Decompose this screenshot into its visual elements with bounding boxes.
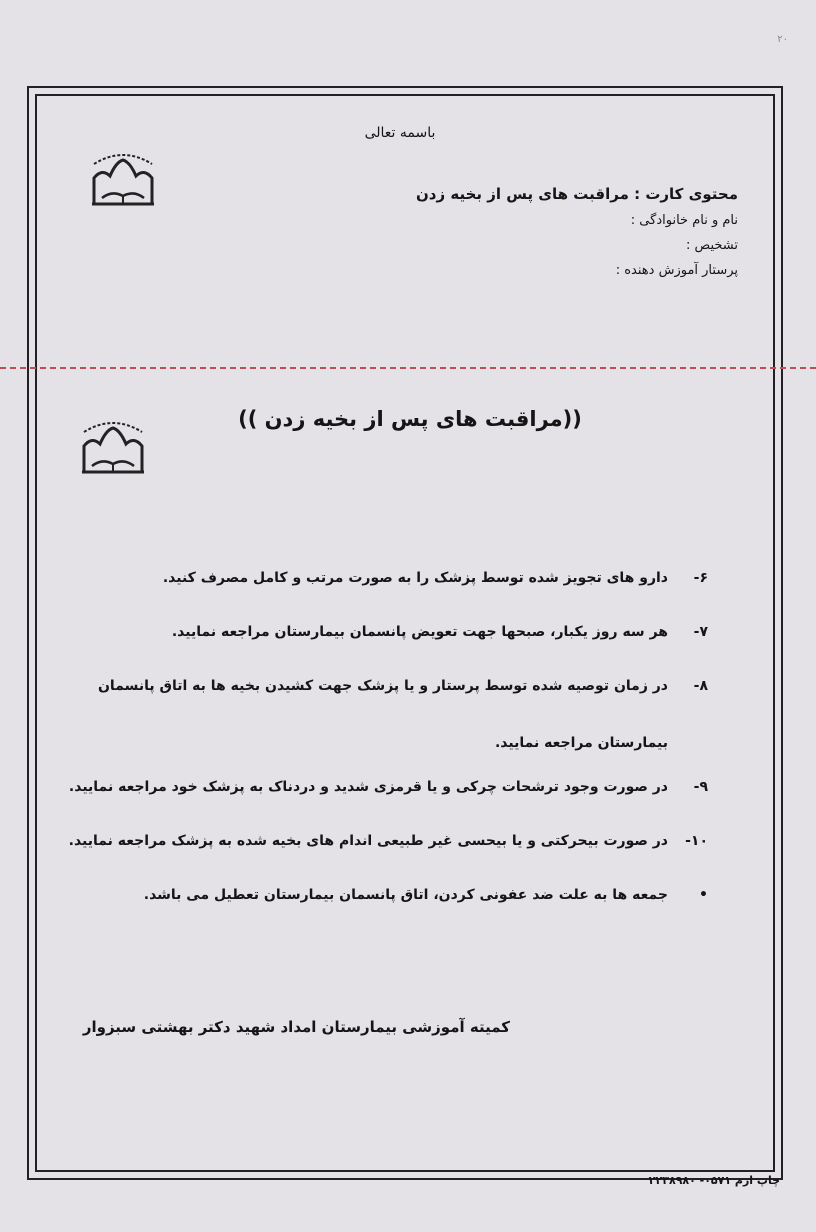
- list-item: [68, 619, 708, 645]
- basmala-heading: باسمه تعالی: [364, 125, 436, 141]
- list-item: [68, 774, 708, 800]
- item-number: ۱۰-: [685, 833, 708, 849]
- patient-name-field: نام و نام خانوادگی :: [630, 213, 738, 228]
- corner-mark: ۲۰: [777, 34, 788, 45]
- item-number: ۶-: [693, 570, 708, 586]
- main-title: ((مراقبت های پس از بخیه زدن )): [238, 407, 582, 431]
- item-number: ۸-: [693, 678, 708, 694]
- list-item: [68, 828, 708, 854]
- header-info-block: [238, 185, 738, 288]
- cut-line: [0, 367, 816, 369]
- item-text: در صورت وجود ترشحات چرکی و یا قرمزی شدید و دردناک به پزشک خود مراجعه نمایید.: [68, 779, 668, 795]
- item-text: در زمان توصیه شده توسط پرستار و یا پزشک جهت کشیدن بخیه ها به اتاق پانسمان بیمارستان مراجعه نمایید.: [97, 678, 668, 751]
- list-item: [68, 565, 708, 591]
- diagnosis-field: تشخیص :: [686, 238, 738, 253]
- card-content-line: محتوی کارت : مراقبت های پس از بخیه زدن: [416, 185, 738, 203]
- list-item: [68, 882, 708, 908]
- item-text: جمعه ها به علت ضد عفونی کردن، اتاق پانسمان بیمارستان تعطیل می باشد.: [143, 887, 668, 903]
- list-item: [68, 658, 708, 772]
- committee-signature: کمیته آموزشی بیمارستان امداد شهید دکتر بهشتی سبزوار: [82, 1018, 510, 1036]
- item-text: در صورت بیحرکتی و یا بیحسی غیر طبیعی اندام های بخیه شده به پزشک مراجعه نمایید.: [68, 833, 668, 849]
- item-text: هر سه روز یکبار، صبحها جهت تعویض پانسمان بیمارستان مراجعه نمایید.: [171, 624, 668, 640]
- item-text: دارو های تجویز شده توسط پزشک را به صورت مرتب و کامل مصرف کنید.: [162, 570, 668, 586]
- hospital-logo-icon: [88, 142, 158, 212]
- item-number: ۷-: [693, 624, 708, 640]
- nurse-field: پرستار آموزش دهنده :: [615, 263, 738, 278]
- hospital-logo-icon: [78, 410, 148, 480]
- care-instructions-list: [68, 565, 708, 936]
- print-info: چاپ ارم ۰۵۷۱- ۲۲۳۸۹۸۰: [648, 1174, 780, 1187]
- item-number: ۹-: [693, 779, 708, 795]
- item-bullet: •: [699, 887, 708, 903]
